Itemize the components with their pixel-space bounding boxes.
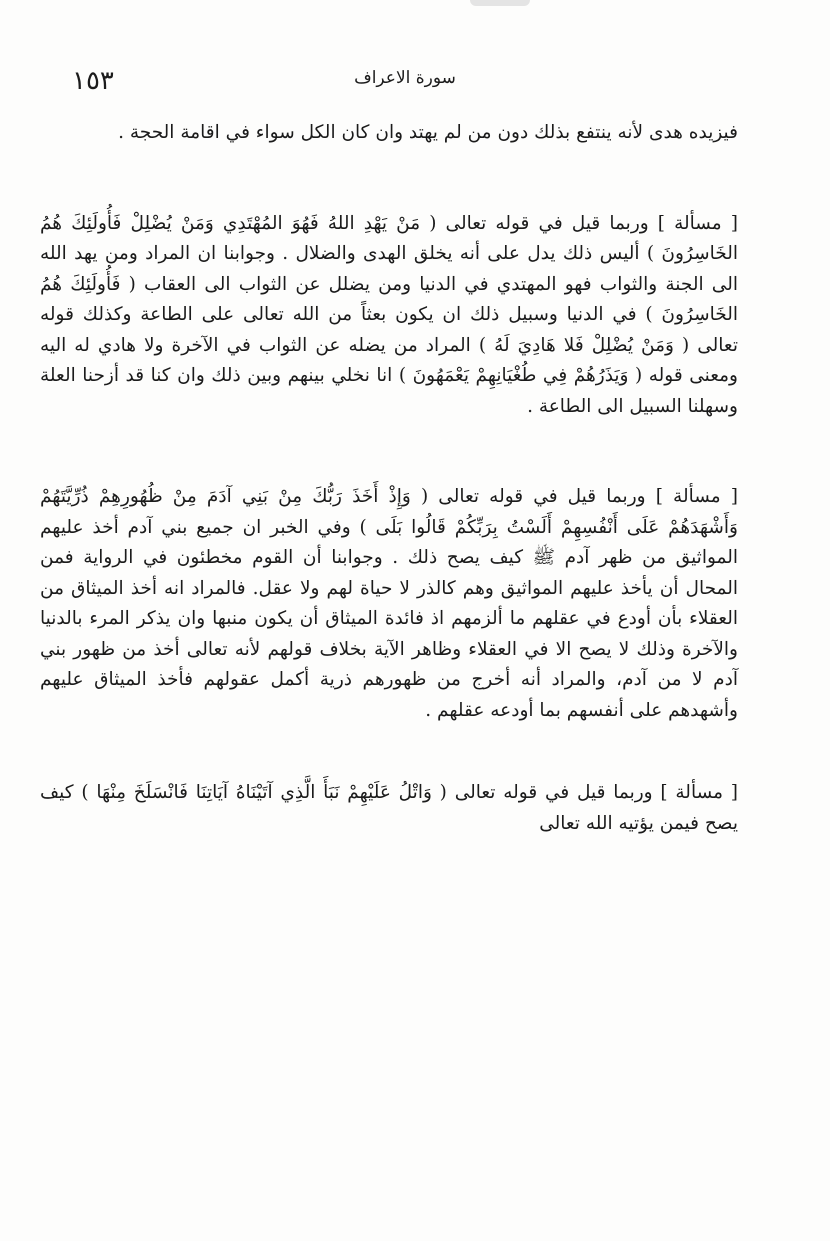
paragraph: [ مسألة ] وربما قيل في قوله تعالى ( وَاتْلُ عَلَيْهِمْ نَبَأَ الَّذِي آتَيْنَاهُ آيَاتِنَا فَانْسَلَخَ مِنْهَا ) كيف يصح فيمن يؤتيه الله تعالى [40,782,738,834]
scan-smudge [470,0,530,6]
page-header [72,62,738,98]
page-number: ١٥٣ [72,66,114,96]
running-title: سورة الاعراف [354,68,456,88]
paragraph: [ مسألة ] وربما قيل في قوله تعالى ( وَإِذْ أَخَذَ رَبُّكَ مِنْ بَنِي آدَمَ مِنْ ظُهُورِهِمْ ذُرِّيَّتَهُمْ وَأَشْهَدَهُمْ عَلَى أَنْفُسِهِمْ أَلَسْتُ بِرَبِّكُمْ قَالُوا بَلَى ) وفي الخبر ان جميع بني آدم أخذ عليهم المواثيق من ظهر آدم ﷺ كيف يصح ذلك . وجوابنا أن القوم مخطئون في الرواية فمن المحال أن يأخذ عليهم المواثيق وهم كالذر لا حياة لهم ولا عقل. فالمراد انه أخذ الميثاق من العقلاء بأن أودع في عقلهم ما ألزمهم اذ فائدة الميثاق أن يكون منبها وان يذكر المرء بالدنيا والآخرة وذلك لا يصح الا في العقلاء وظاهر الآية بخلاف قولهم لأنه تعالى أخذ من ظهور بني آدم لا من آدم، والمراد أنه أخرج من ظهورهم ذرية أكمل عقولهم فأخذ الميثاق عليهم وأشهدهم على أنفسهم بما أودعه عقلهم . [40,486,738,721]
page-body [40,118,738,839]
paragraph: فيزيده هدى لأنه ينتفع بذلك دون من لم يهتد وان كان الكل سواء في اقامة الحجة . [118,122,738,143]
paragraph: [ مسألة ] وربما قيل في قوله تعالى ( مَنْ يَهْدِ اللهُ فَهُوَ المُهْتَدِي وَمَنْ يُضْلِلْ فَأُولَئِكَ هُمُ الخَاسِرُونَ ) أليس ذلك يدل على أنه يخلق الهدى والضلال . وجوابنا ان المراد ومن يهد الله الى الجنة والثواب فهو المهتدي في الدنيا ومن يضلل عن الثواب الى العقاب ( فَأُولَئِكَ هُمُ الخَاسِرُونَ ) في الدنيا وسبيل ذلك ان يكون بعثاً من الله تعالى على الطاعة وكذلك قوله تعالى ( وَمَنْ يُضْلِلْ فَلا هَادِيَ لَهُ ) المراد من يضله عن الثواب في الآخرة ولا هادي له اليه ومعنى قوله ( وَيَذَرُهُمْ فِي طُغْيَانِهِمْ يَعْمَهُونَ ) انا نخلي بينهم وبين ذلك وان كنا قد أزحنا العلة وسهلنا السبيل الى الطاعة . [40,212,738,417]
